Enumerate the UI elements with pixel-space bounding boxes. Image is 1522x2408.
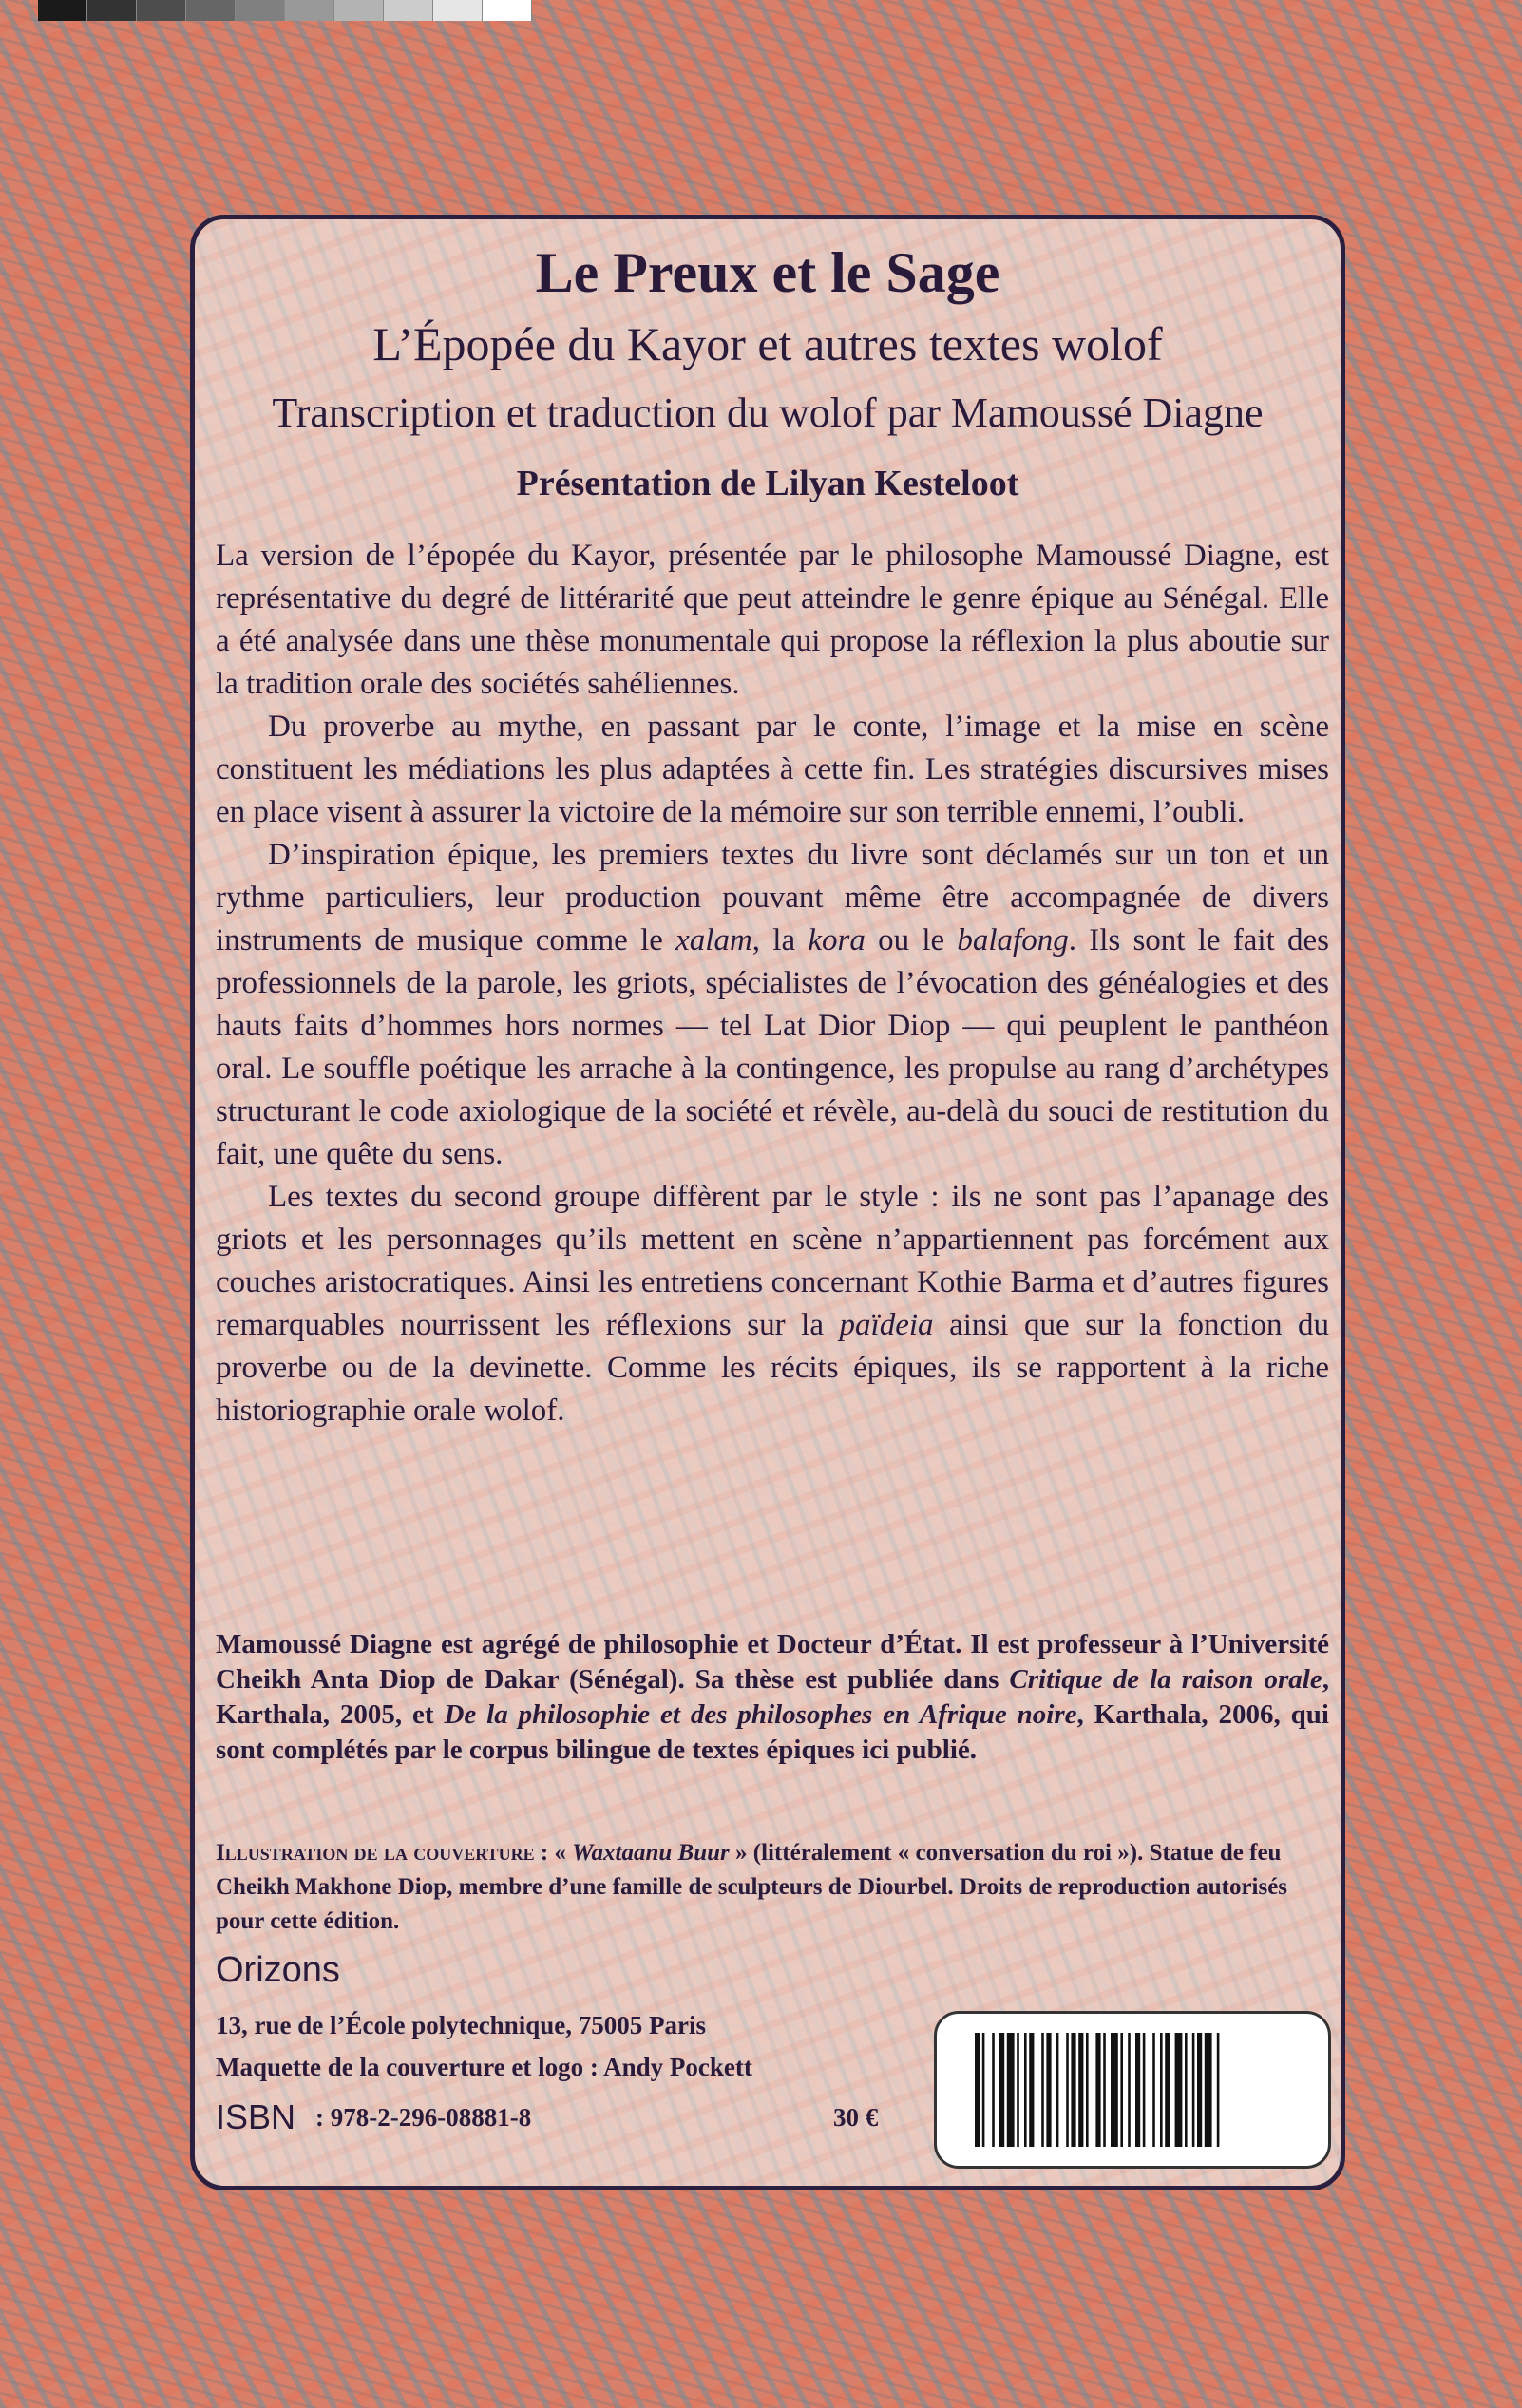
book-title: Le Preux et le Sage	[535, 241, 1000, 304]
barcode-bar	[1078, 2033, 1083, 2147]
barcode-bar	[1175, 2033, 1183, 2147]
summary-text	[216, 535, 1329, 1432]
translator-line: Transcription et traduction du wolof par Mamoussé Diagne	[272, 389, 1264, 436]
barcode-bar	[1046, 2033, 1051, 2147]
isbn-number: : 978-2-296-08881-8	[315, 2103, 532, 2132]
publisher-address: 13, rue de l’École polytechnique, 75005 Paris	[216, 2011, 706, 2039]
barcode-bar	[1185, 2033, 1188, 2147]
barcode-bar	[1017, 2033, 1019, 2147]
summary-paragraph-3: D’inspiration épique, les premiers textes du livre sont déclamés sur un ton et un rythme particuliers, leur production pouvant même être accompagnée de divers instruments de musique comme le xalam, la kora ou le balafong. Ils sont le fait des professionnels de la parole, les griots, spécialistes de l’évocation des généalogies et des hauts faits d’hommes hors normes — tel Lat Dior Diop — qui peuplent le panthéon oral. Le souffle poétique les arrache à la contingence, les propulse au rang d’archétypes structurant le code axiologique de la société et révèle, au-delà du souci de restitution du fait, une quête du sens.	[216, 838, 1329, 1171]
price: 30 €	[833, 2103, 879, 2132]
barcode-bar	[1071, 2033, 1075, 2147]
barcode-bar	[1024, 2033, 1027, 2147]
barcode-bar	[1165, 2033, 1170, 2147]
presenter-line: Présentation de Lilyan Kesteloot	[516, 464, 1019, 503]
cover-design-credit: Maquette de la couverture et logo : Andy Pockett	[216, 2053, 752, 2081]
barcode-bar	[1120, 2033, 1123, 2147]
barcode-bar	[982, 2033, 985, 2147]
isbn-label: ISBN	[216, 2097, 296, 2136]
book-subtitle: L’Épopée du Kayor et autres textes wolof	[372, 317, 1163, 370]
barcode-bar	[1217, 2033, 1220, 2147]
term-paideia: païdeia	[839, 1308, 934, 1342]
term-xalam: xalam	[675, 923, 752, 958]
barcode-bar	[1066, 2033, 1069, 2147]
barcode-bar	[1192, 2033, 1195, 2147]
barcode-bar	[1160, 2033, 1163, 2147]
barcode-bar	[1111, 2033, 1118, 2147]
barcode-bar	[1128, 2033, 1131, 2147]
barcode-bar	[1152, 2033, 1155, 2147]
barcode-bar	[1103, 2033, 1106, 2147]
barcode-bar	[1086, 2033, 1089, 2147]
term-kora: kora	[808, 923, 866, 958]
barcode-bar	[999, 2033, 1004, 2147]
barcode-bar	[1056, 2033, 1059, 2147]
summary-paragraph-2: Du proverbe au mythe, en passant par le conte, l’image et la mise en scène constituent les médiations les plus adaptées à cette fin. Les stratégies discursives mises en place visent à assurer la victoire de la mémoire sur son terrible ennemi, l’oubli.	[216, 710, 1329, 829]
barcode-bar	[1007, 2033, 1015, 2147]
barcode-bar	[1029, 2033, 1034, 2147]
barcode-bar	[1205, 2033, 1212, 2147]
color-calibration-strip	[38, 0, 532, 25]
barcode	[934, 2011, 1331, 2169]
term-balafong: balafong	[957, 923, 1069, 958]
barcode-bar	[975, 2033, 980, 2147]
barcode-bar	[1143, 2033, 1146, 2147]
barcode-graphic	[975, 2033, 1290, 2147]
artwork-title: Waxtaanu Buur	[572, 1840, 730, 1866]
barcode-bar	[1197, 2033, 1202, 2147]
book-reference-2: De la philosophie et des philosophes en Afrique noire	[444, 1699, 1077, 1730]
barcode-bar	[992, 2033, 995, 2147]
barcode-bar	[1135, 2033, 1140, 2147]
illustration-label: Illustration de la couverture	[216, 1840, 535, 1866]
publisher-name: Orizons	[216, 1950, 340, 1990]
summary-paragraph-4: Les textes du second groupe diffèrent par le style : ils ne sont pas l’apanage des griots et les personnages qu’ils mettent en scène n’appartiennent pas forcément aux couches aristocratiques. Ainsi les entretiens concernant Kothie Barma et d’autres figures remarquables nourrissent les réflexions sur la païdeia ainsi que sur la fonction du proverbe ou de la devinette. Comme les récits épiques, ils se rapportent à la riche historiographie orale wolof.	[216, 1180, 1330, 1428]
illustration-credit: Illustration de la couverture : « Waxtaanu Buur » (littéralement « conversation du roi »). Statue de feu Cheikh Makhone Diop, membre d’une famille de sculpteurs de Diourbel. Droits de reproduction autorisés pour cette édition.	[216, 1840, 1288, 1934]
summary-paragraph-1: La version de l’épopée du Kayor, présentée par le philosophe Mamoussé Diagne, est représentative du degré de littérarité que peut atteindre le genre épique au Sénégal. Elle a été analysée dans une thèse monumentale qui propose la réflexion la plus aboutie sur la tradition orale des sociétés sahéliennes.	[216, 539, 1329, 701]
book-reference-1: Critique de la raison orale	[1009, 1664, 1322, 1695]
back-cover-panel	[190, 215, 1345, 2190]
author-bio: Mamoussé Diagne est agrégé de philosophie et Docteur d’État. Il est professeur à l’Université Cheikh Anta Diop de Dakar (Sénégal). Sa thèse est publiée dans Critique de la raison orale, Karthala, 2005, et De la philosophie et des philosophes en Afrique noire, Karthala, 2006, qui sont complétés par le corpus bilingue de textes épiques ici publié.	[216, 1629, 1329, 1765]
barcode-bar	[1041, 2033, 1044, 2147]
barcode-bar	[1095, 2033, 1100, 2147]
